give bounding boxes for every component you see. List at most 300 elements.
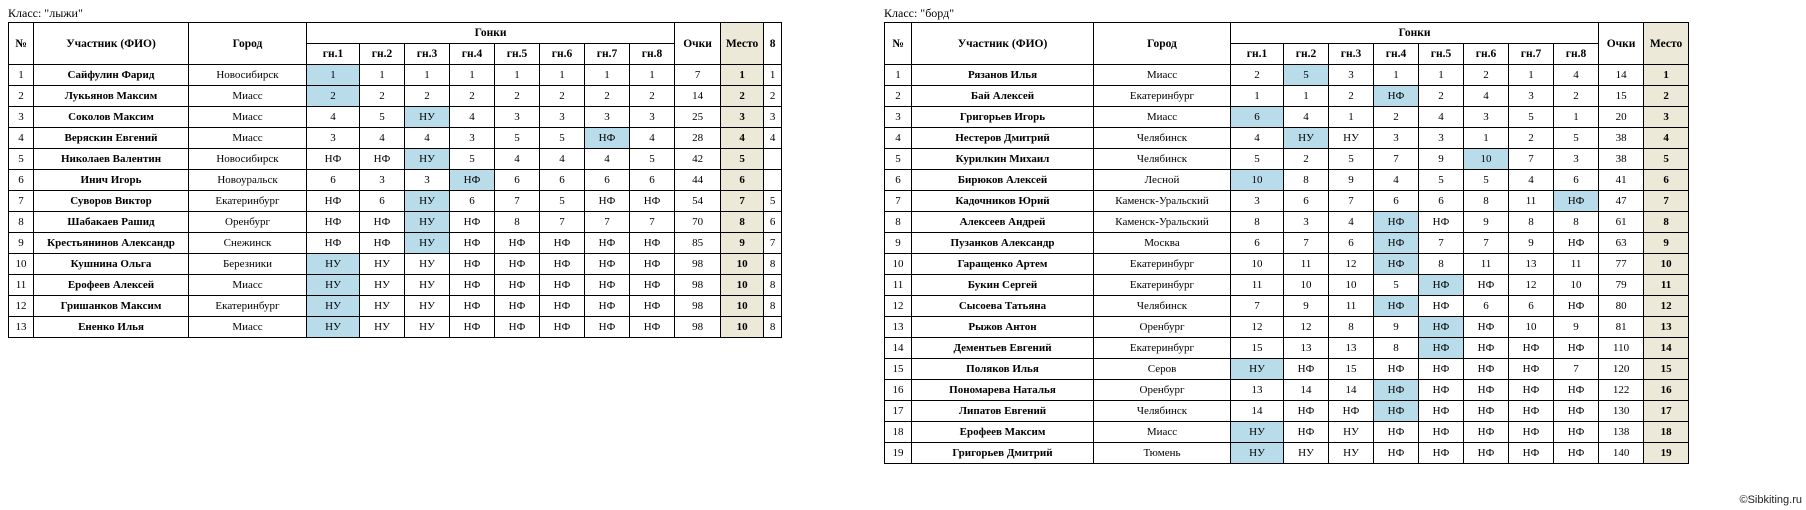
race-result-2: 2	[1284, 149, 1329, 170]
race-result-8: НФ	[1554, 443, 1599, 464]
race-result-1: 10	[1231, 254, 1284, 275]
table-row	[885, 317, 1806, 338]
city-header: Город	[189, 23, 307, 65]
table-row	[885, 107, 1806, 128]
race-result-7: НФ	[1509, 401, 1554, 422]
race-result-7: 7	[585, 212, 630, 233]
row-number: 12	[885, 296, 912, 317]
points-value: 25	[675, 107, 721, 128]
race-result-4: 7	[1374, 149, 1419, 170]
race-result-3: НУ	[405, 317, 450, 338]
race-result-2: 13	[1284, 338, 1329, 359]
race-result-7: НФ	[585, 128, 630, 149]
participant-city: Каменск-Уральский	[1094, 191, 1231, 212]
race-result-2: 2	[360, 86, 405, 107]
race-result-5: НФ	[495, 233, 540, 254]
race-header-6: гн.6	[540, 44, 585, 65]
race-result-6: НФ	[1464, 422, 1509, 443]
race-result-5: НФ	[1419, 443, 1464, 464]
races-header: Гонки	[1231, 23, 1599, 44]
race-result-7: 6	[1509, 296, 1554, 317]
points-value: 110	[1599, 338, 1644, 359]
race-result-3: 4	[1329, 212, 1374, 233]
race-result-1: НУ	[307, 254, 360, 275]
race-result-5: 2	[495, 86, 540, 107]
race-result-2: НФ	[360, 212, 405, 233]
race-result-8: 3	[630, 107, 675, 128]
row-number: 3	[9, 107, 34, 128]
race-result-5: 9	[1419, 149, 1464, 170]
race-result-2: 5	[1284, 65, 1329, 86]
place-value: 10	[1644, 254, 1689, 275]
row-number: 3	[885, 107, 912, 128]
race-result-8: НФ	[630, 233, 675, 254]
class-label-ski: Класс: "лыжи"	[8, 6, 83, 20]
race-result-5: НФ	[1419, 212, 1464, 233]
header-row	[9, 23, 782, 44]
place-value: 6	[1644, 170, 1689, 191]
race-result-5: НФ	[495, 275, 540, 296]
place-value: 12	[1644, 296, 1689, 317]
race-result-6: 2	[540, 86, 585, 107]
race-result-5: 7	[495, 191, 540, 212]
race-result-1: 8	[1231, 212, 1284, 233]
race-result-8: НФ	[630, 296, 675, 317]
row-number: 10	[9, 254, 34, 275]
race-result-3: 7	[1329, 191, 1374, 212]
participant-name: Сысоева Татьяна	[912, 296, 1094, 317]
participant-name: Нестеров Дмитрий	[912, 128, 1094, 149]
race-result-5: 3	[495, 107, 540, 128]
race-result-4: НФ	[1374, 212, 1419, 233]
race-result-2: 1	[1284, 86, 1329, 107]
race-header-7: гн.7	[585, 44, 630, 65]
participant-city: Москва	[1094, 233, 1231, 254]
race-result-7: НФ	[1509, 359, 1554, 380]
race-result-2: НФ	[1284, 422, 1329, 443]
race-result-2: НУ	[1284, 443, 1329, 464]
race-result-4: НФ	[450, 170, 495, 191]
race-result-7: 4	[1509, 170, 1554, 191]
race-result-7: НФ	[1509, 380, 1554, 401]
race-header-5: гн.5	[495, 44, 540, 65]
points-value: 63	[1599, 233, 1644, 254]
row-number: 4	[9, 128, 34, 149]
race-result-2: НФ	[1284, 401, 1329, 422]
race-result-6: НФ	[1464, 380, 1509, 401]
participant-city: Челябинск	[1094, 149, 1231, 170]
race-result-6: 1	[1464, 128, 1509, 149]
table-row	[885, 86, 1806, 107]
participant-name: Ерофеев Максим	[912, 422, 1094, 443]
participant-name: Лукьянов Максим	[34, 86, 189, 107]
extra-value: 5	[764, 191, 782, 212]
race-result-3: 2	[1329, 86, 1374, 107]
race-result-5: НФ	[1419, 317, 1464, 338]
race-result-5: НФ	[1419, 380, 1464, 401]
race-result-3: НУ	[405, 191, 450, 212]
race-result-5: 3	[1419, 128, 1464, 149]
race-result-5: 4	[1419, 107, 1464, 128]
race-result-5: 4	[495, 149, 540, 170]
race-result-1: 11	[1231, 275, 1284, 296]
race-result-2: 1	[360, 65, 405, 86]
row-number: 11	[9, 275, 34, 296]
race-header-2: гн.2	[360, 44, 405, 65]
extra-value: 2	[764, 86, 782, 107]
race-result-6: 10	[1464, 149, 1509, 170]
points-value: 38	[1599, 149, 1644, 170]
race-result-8: НФ	[1554, 191, 1599, 212]
race-result-8: НФ	[630, 191, 675, 212]
participant-name: Соколов Максим	[34, 107, 189, 128]
race-result-6: 11	[1464, 254, 1509, 275]
race-result-4: НФ	[1374, 401, 1419, 422]
header-row	[885, 23, 1806, 44]
race-result-8: 5	[1554, 128, 1599, 149]
points-value: 98	[675, 317, 721, 338]
race-result-5: 5	[1419, 170, 1464, 191]
race-result-3: 15	[1329, 359, 1374, 380]
table-row	[9, 233, 782, 254]
race-result-1: 4	[1231, 128, 1284, 149]
race-result-5: НФ	[1419, 359, 1464, 380]
race-result-8: НФ	[1554, 422, 1599, 443]
row-number: 18	[885, 422, 912, 443]
race-result-6: 2	[1464, 65, 1509, 86]
race-result-6: 1	[540, 65, 585, 86]
race-result-8: 2	[1554, 86, 1599, 107]
row-number: 12	[9, 296, 34, 317]
points-value: 80	[1599, 296, 1644, 317]
race-result-3: НУ	[1329, 422, 1374, 443]
place-value: 4	[1644, 128, 1689, 149]
place-value: 7	[721, 191, 764, 212]
race-result-3: НУ	[405, 254, 450, 275]
extra-value: 4	[764, 128, 782, 149]
participant-city: Оренбург	[189, 212, 307, 233]
table-row	[885, 170, 1806, 191]
participant-city: Снежинск	[189, 233, 307, 254]
race-result-3: 1	[405, 65, 450, 86]
race-result-4: 4	[450, 107, 495, 128]
table-row	[885, 254, 1806, 275]
race-result-5: 7	[1419, 233, 1464, 254]
row-number: 9	[9, 233, 34, 254]
participant-city: Миасс	[189, 317, 307, 338]
race-result-2: 3	[1284, 212, 1329, 233]
participant-city: Челябинск	[1094, 296, 1231, 317]
extra-value: 8	[764, 254, 782, 275]
race-header-3: гн.3	[1329, 44, 1374, 65]
race-result-1: НУ	[307, 275, 360, 296]
race-result-5: НФ	[1419, 275, 1464, 296]
participant-name: Кадочников Юрий	[912, 191, 1094, 212]
row-number: 13	[9, 317, 34, 338]
race-result-1: 3	[307, 128, 360, 149]
race-result-4: НФ	[450, 275, 495, 296]
points-value: 81	[1599, 317, 1644, 338]
extra-value	[764, 170, 782, 191]
extra-value: 7	[764, 233, 782, 254]
race-header-1: гн.1	[1231, 44, 1284, 65]
table-row	[9, 191, 782, 212]
race-result-7: 6	[585, 170, 630, 191]
name-header: Участник (ФИО)	[34, 23, 189, 65]
race-result-8: 10	[1554, 275, 1599, 296]
race-result-4: НФ	[450, 317, 495, 338]
table-row	[885, 212, 1806, 233]
participant-city: Новосибирск	[189, 149, 307, 170]
table-row	[9, 212, 782, 233]
place-value: 16	[1644, 380, 1689, 401]
race-result-2: 12	[1284, 317, 1329, 338]
points-value: 70	[675, 212, 721, 233]
race-result-3: НУ	[405, 107, 450, 128]
race-result-3: 1	[1329, 107, 1374, 128]
row-number: 7	[885, 191, 912, 212]
race-result-8: 5	[630, 149, 675, 170]
points-value: 98	[675, 275, 721, 296]
participant-name: Николаев Валентин	[34, 149, 189, 170]
race-result-5: 6	[1419, 191, 1464, 212]
participant-city: Екатеринбург	[1094, 275, 1231, 296]
participant-city: Новоуральск	[189, 170, 307, 191]
race-result-7: 2	[1509, 128, 1554, 149]
race-result-4: 8	[1374, 338, 1419, 359]
place-value: 10	[721, 317, 764, 338]
place-value: 10	[721, 296, 764, 317]
row-number: 1	[9, 65, 34, 86]
participant-city: Тюмень	[1094, 443, 1231, 464]
race-result-7: НФ	[585, 233, 630, 254]
race-result-2: 7	[1284, 233, 1329, 254]
race-result-8: 4	[630, 128, 675, 149]
race-result-8: НФ	[1554, 233, 1599, 254]
place-value: 10	[721, 275, 764, 296]
race-result-2: 4	[1284, 107, 1329, 128]
participant-name: Бирюков Алексей	[912, 170, 1094, 191]
race-result-6: 5	[1464, 170, 1509, 191]
race-result-4: НФ	[1374, 254, 1419, 275]
race-result-4: НФ	[450, 254, 495, 275]
race-result-7: 1	[1509, 65, 1554, 86]
race-result-8: 7	[1554, 359, 1599, 380]
race-result-7: НФ	[1509, 422, 1554, 443]
race-result-6: 7	[1464, 233, 1509, 254]
table-row	[885, 128, 1806, 149]
race-result-4: 1	[450, 65, 495, 86]
participant-name: Суворов Виктор	[34, 191, 189, 212]
participant-name: Крестьянинов Александр	[34, 233, 189, 254]
points-value: 14	[1599, 65, 1644, 86]
race-result-3: НУ	[1329, 443, 1374, 464]
race-result-2: 11	[1284, 254, 1329, 275]
race-result-3: 12	[1329, 254, 1374, 275]
race-result-7: 8	[1509, 212, 1554, 233]
race-result-1: 14	[1231, 401, 1284, 422]
race-result-6: НФ	[540, 317, 585, 338]
race-result-5: 8	[1419, 254, 1464, 275]
place-value: 6	[721, 170, 764, 191]
table-row	[9, 107, 782, 128]
race-result-6: НФ	[1464, 401, 1509, 422]
row-number: 10	[885, 254, 912, 275]
race-result-4: НФ	[1374, 422, 1419, 443]
race-result-1: НУ	[1231, 359, 1284, 380]
participant-city: Челябинск	[1094, 128, 1231, 149]
table-row	[885, 149, 1806, 170]
race-result-4: 5	[450, 149, 495, 170]
race-result-5: НФ	[495, 296, 540, 317]
points-value: 15	[1599, 86, 1644, 107]
race-result-7: 3	[1509, 86, 1554, 107]
participant-city: Каменск-Уральский	[1094, 212, 1231, 233]
points-value: 61	[1599, 212, 1644, 233]
race-result-4: 6	[1374, 191, 1419, 212]
race-result-2: 14	[1284, 380, 1329, 401]
race-result-2: НУ	[1284, 128, 1329, 149]
participant-name: Поляков Илья	[912, 359, 1094, 380]
place-value: 2	[721, 86, 764, 107]
table-row	[885, 65, 1806, 86]
participant-name: Ерофеев Алексей	[34, 275, 189, 296]
points-value: 7	[675, 65, 721, 86]
race-result-3: 10	[1329, 275, 1374, 296]
participant-name: Григорьев Игорь	[912, 107, 1094, 128]
race-result-1: НУ	[307, 317, 360, 338]
table-row	[9, 128, 782, 149]
race-result-8: 9	[1554, 317, 1599, 338]
race-result-7: НФ	[1509, 443, 1554, 464]
race-result-1: 6	[307, 170, 360, 191]
race-result-1: 3	[1231, 191, 1284, 212]
row-number: 9	[885, 233, 912, 254]
points-value: 120	[1599, 359, 1644, 380]
participant-name: Пузанков Александр	[912, 233, 1094, 254]
race-result-6: 3	[1464, 107, 1509, 128]
race-result-1: 15	[1231, 338, 1284, 359]
participant-name: Ененко Илья	[34, 317, 189, 338]
race-result-2: 3	[360, 170, 405, 191]
participant-name: Кушнина Ольга	[34, 254, 189, 275]
table-row	[885, 338, 1806, 359]
race-result-3: НУ	[405, 275, 450, 296]
place-value: 8	[1644, 212, 1689, 233]
race-header-8: гн.8	[1554, 44, 1599, 65]
race-result-5: НФ	[1419, 401, 1464, 422]
points-header: Очки	[1599, 23, 1644, 65]
race-result-1: 1	[307, 65, 360, 86]
race-result-5: 2	[1419, 86, 1464, 107]
participant-name: Букин Сергей	[912, 275, 1094, 296]
points-value: 77	[1599, 254, 1644, 275]
race-result-3: НУ	[405, 212, 450, 233]
participant-name: Гришанков Максим	[34, 296, 189, 317]
race-result-5: НФ	[495, 317, 540, 338]
row-number: 16	[885, 380, 912, 401]
race-result-4: 9	[1374, 317, 1419, 338]
race-result-5: НФ	[1419, 338, 1464, 359]
race-result-1: 10	[1231, 170, 1284, 191]
place-value: 1	[721, 65, 764, 86]
participant-name: Бай Алексей	[912, 86, 1094, 107]
race-result-7: НФ	[585, 275, 630, 296]
race-result-1: 1	[1231, 86, 1284, 107]
race-result-8: 2	[630, 86, 675, 107]
points-value: 54	[675, 191, 721, 212]
participant-city: Миасс	[189, 107, 307, 128]
race-result-8: 8	[1554, 212, 1599, 233]
table-row	[9, 65, 782, 86]
races-header: Гонки	[307, 23, 675, 44]
race-header-2: гн.2	[1284, 44, 1329, 65]
race-result-6: НФ	[540, 275, 585, 296]
points-value: 38	[1599, 128, 1644, 149]
race-result-4: 3	[1374, 128, 1419, 149]
race-result-4: 6	[450, 191, 495, 212]
row-number: 19	[885, 443, 912, 464]
race-result-3: 8	[1329, 317, 1374, 338]
race-result-3: 6	[1329, 233, 1374, 254]
race-result-2: 6	[1284, 191, 1329, 212]
participant-city: Челябинск	[1094, 401, 1231, 422]
place-value: 4	[721, 128, 764, 149]
race-result-6: 6	[540, 170, 585, 191]
extra-value: 8	[764, 317, 782, 338]
table-row	[885, 359, 1806, 380]
number-header: №	[9, 23, 34, 65]
row-number: 1	[885, 65, 912, 86]
race-result-7: 1	[585, 65, 630, 86]
row-number: 2	[9, 86, 34, 107]
number-header: №	[885, 23, 912, 65]
extra-value: 8	[764, 296, 782, 317]
race-result-8: НФ	[1554, 296, 1599, 317]
race-result-4: НФ	[1374, 86, 1419, 107]
table-row	[885, 401, 1806, 422]
participant-city: Екатеринбург	[1094, 338, 1231, 359]
participant-name: Дементьев Евгений	[912, 338, 1094, 359]
race-result-1: 4	[307, 107, 360, 128]
race-result-3: 13	[1329, 338, 1374, 359]
row-number: 6	[885, 170, 912, 191]
race-result-6: НФ	[540, 296, 585, 317]
row-number: 14	[885, 338, 912, 359]
race-result-7: 3	[585, 107, 630, 128]
race-result-8: НФ	[1554, 380, 1599, 401]
points-value: 41	[1599, 170, 1644, 191]
race-result-2: НФ	[360, 233, 405, 254]
participant-name: Инич Игорь	[34, 170, 189, 191]
participant-city: Оренбург	[1094, 317, 1231, 338]
participant-city: Березники	[189, 254, 307, 275]
participant-name: Веряскин Евгений	[34, 128, 189, 149]
race-result-7: 12	[1509, 275, 1554, 296]
race-result-4: НФ	[1374, 233, 1419, 254]
points-header: Очки	[675, 23, 721, 65]
race-result-5: 1	[495, 65, 540, 86]
extra-value: 6	[764, 212, 782, 233]
race-result-7: 11	[1509, 191, 1554, 212]
race-result-1: 2	[1231, 65, 1284, 86]
place-value: 11	[1644, 275, 1689, 296]
extra-value: 3	[764, 107, 782, 128]
participant-city: Серов	[1094, 359, 1231, 380]
race-result-4: НФ	[450, 296, 495, 317]
table-row	[9, 86, 782, 107]
race-result-1: 7	[1231, 296, 1284, 317]
